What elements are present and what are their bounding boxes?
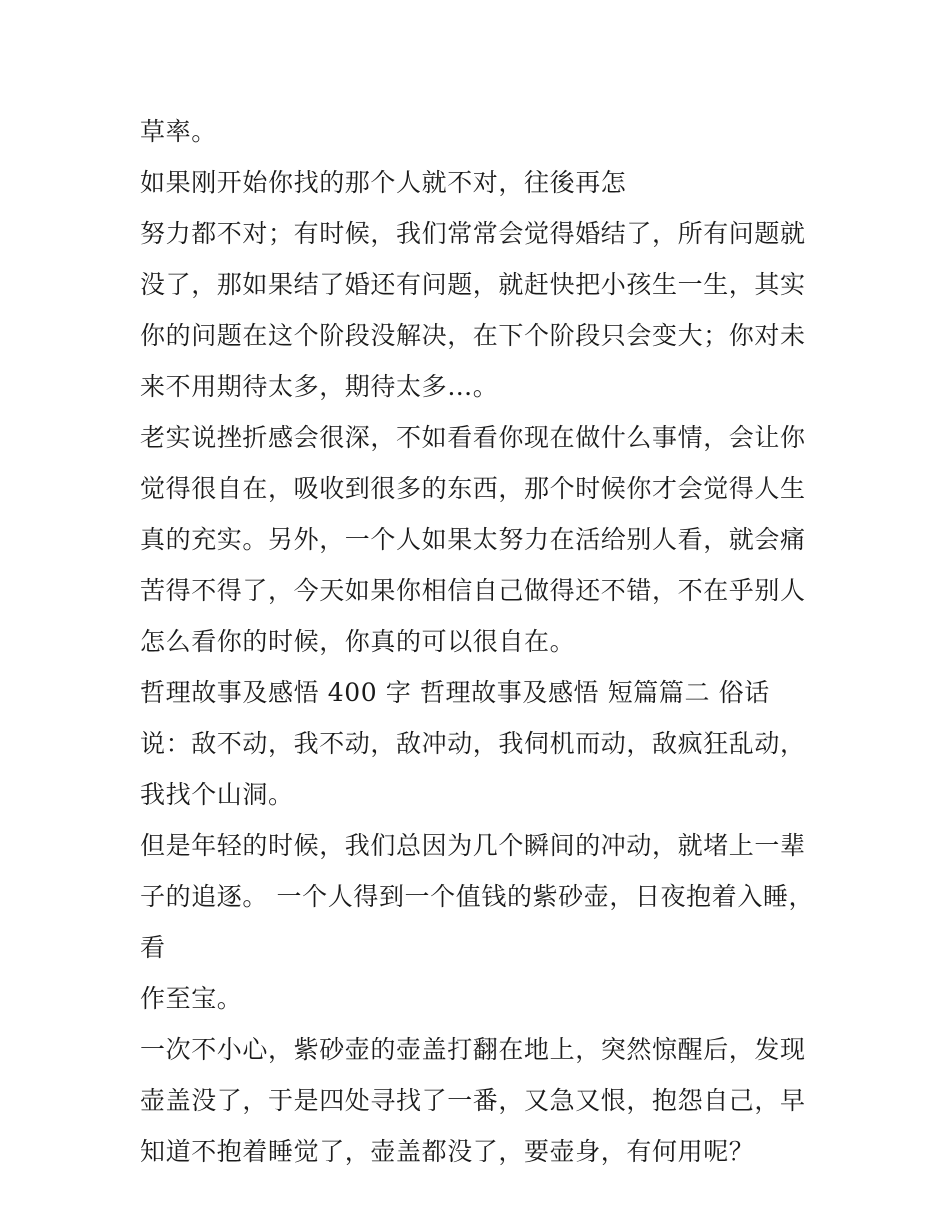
paragraph-1: 草率。 bbox=[140, 117, 217, 146]
paragraph-6: 一次不小心，紫砂壶的壶盖打翻在地上，突然惊醒后，发现壶盖没了，于是四处寻找了一番，又急又恨，抱怨自己，早知道不抱着睡觉了，壶盖都没了，要壶身，有何用呢？ bbox=[140, 1035, 806, 1166]
paragraph-4: 哲理故事及感悟 400 字 哲理故事及感悟 短篇篇二 俗话说：敌不动，我不动，敌冲动，我伺机而动，敌疯狂乱动，我找个山洞。 bbox=[140, 678, 806, 809]
document-body bbox=[140, 106, 820, 1177]
paragraph-5: 但是年轻的时候，我们总因为几个瞬间的冲动，就堵上一辈子的追逐。 一个人得到一个值钱的紫砂壶，日夜抱着入睡，看 作至宝。 bbox=[140, 831, 815, 1013]
paragraph-2: 如果刚开始你找的那个人就不对，往後再怎 努力都不对；有时候，我们常常会觉得婚结了，所有问题就没了，那如果结了婚还有问题，就赶快把小孩生一生，其实你的问题在这个阶段没解决，在下个阶段只会变大；你对未来不用期待太多，期待太多…。 bbox=[140, 168, 806, 401]
paragraph-3: 老实说挫折感会很深，不如看看你现在做什么事情，会让你觉得很自在，吸收到很多的东西，那个时候你才会觉得人生真的充实。另外，一个人如果太努力在活给别人看，就会痛苦得不得了，今天如果你相信自己做得还不错，不在乎别人怎么看你的时候，你真的可以很自在。 bbox=[140, 423, 806, 656]
